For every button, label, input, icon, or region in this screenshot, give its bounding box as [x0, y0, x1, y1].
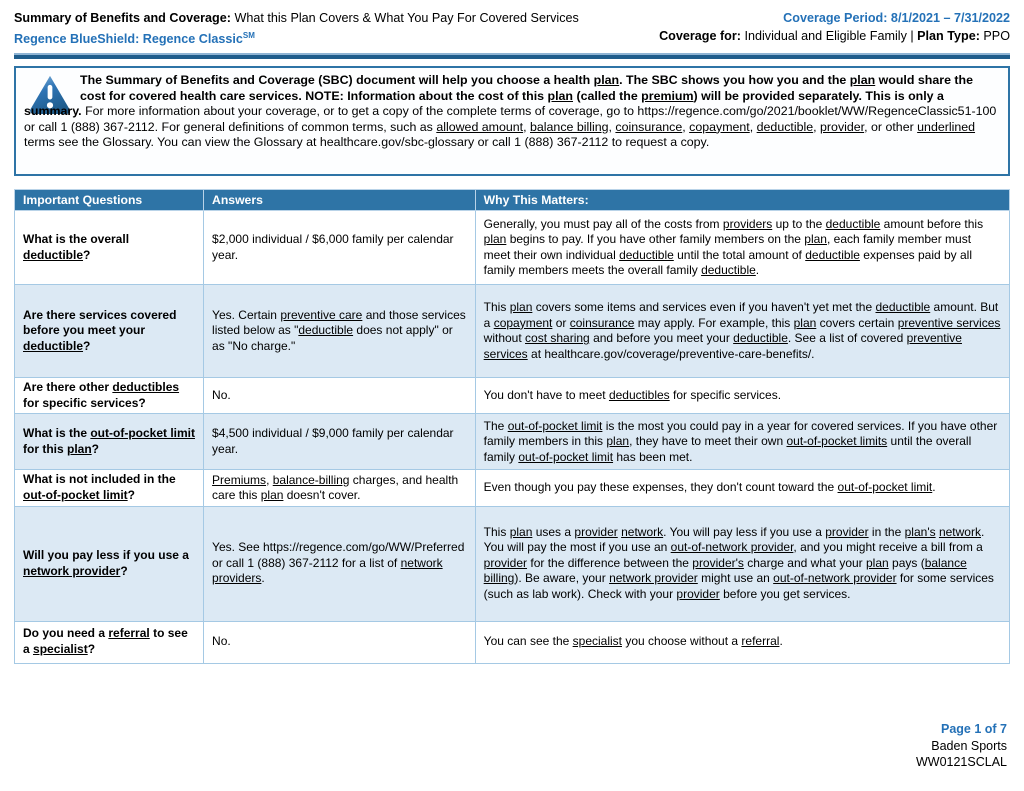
table-row [15, 621, 1010, 663]
question-cell: Are there services covered before you meet your deductible? [15, 285, 204, 378]
question-cell: Do you need a referral to see a specialist? [15, 621, 204, 663]
table-row [15, 470, 1010, 506]
table-row [15, 285, 1010, 378]
table-row [15, 506, 1010, 621]
coverage-for-value: Individual and Eligible Family | [740, 29, 918, 43]
question-cell: What is the out-of-pocket limit for this plan? [15, 414, 204, 470]
why-cell: This plan uses a provider network. You will pay less if you use a provider in the plan's network. You will pay the most if you use an out-of-network provider, and you might receive a bill from a provider for the difference between the provider's charge and what your plan pays (balance billing). Be aware, your network provider might use an out-of-network provider for some services (such as lab work). Check with your provider before you get services. [475, 506, 1009, 621]
why-cell: Even though you pay these expenses, they don't count toward the out-of-pocket limit. [475, 470, 1009, 506]
table-row [15, 211, 1010, 285]
plan-type-label: Plan Type: [917, 29, 980, 43]
form-code: WW0121SCLAL [915, 755, 1007, 769]
plan-type-value: PPO [979, 29, 1010, 43]
intro-box [14, 66, 1010, 176]
doc-title-bold: Summary of Benefits and Coverage: [14, 11, 231, 25]
answer-cell: No. [204, 621, 476, 663]
questions-table-head [15, 190, 1010, 211]
question-cell: What is the overall deductible? [15, 211, 204, 285]
header-right [659, 9, 1010, 45]
header-divider-rule [14, 53, 1010, 59]
intro-text: The Summary of Benefits and Coverage (SBC) document will help you choose a health plan. The SBC shows you how you and the plan would share the cost for covered health care services. NOTE: Information about the cost of this plan (called the premium) will be provided separately. This is only a summary. For more information about your coverage, or to get a copy of the complete terms of coverage, go to https://regence.com/go/2021/booklet/WW/RegenceClassic51-100 or call 1 (888) 367-2112. For general definitions of common terms, such as allowed amount, balance billing, coinsurance, copayment, deductible, provider, or other underlined terms see the Glossary. You can view the Glossary at healthcare.gov/sbc-glossary or call 1 (888) 367-2112 to request a copy. [24, 73, 997, 150]
column-header-why-this-matters: Why This Matters: [475, 190, 1009, 211]
coverage-period: Coverage Period: 8/1/2021 – 7/31/2022 [783, 11, 1010, 25]
table-row [15, 378, 1010, 414]
why-cell: You don't have to meet deductibles for specific services. [475, 378, 1009, 414]
why-cell: This plan covers some items and services even if you haven't yet met the deductible amount. But a copayment or coinsurance may apply. For example, this plan covers certain preventive services without cost sharing and before you meet your deductible. See a list of covered preventive services at healthcare.gov/coverage/preventive-care-benefits/. [475, 285, 1009, 378]
answer-cell: Premiums, balance-billing charges, and health care this plan doesn't cover. [204, 470, 476, 506]
question-cell: Will you pay less if you use a network provider? [15, 506, 204, 621]
questions-table [14, 189, 1010, 663]
table-header-row [15, 190, 1010, 211]
header-left [14, 9, 579, 48]
service-mark: SM [242, 31, 255, 40]
column-header-important-questions: Important Questions [15, 190, 204, 211]
warning-triangle-icon [24, 73, 80, 104]
page-number: Page 1 of 7 [941, 722, 1007, 736]
company-name: Baden Sports [931, 738, 1007, 753]
answer-cell: Yes. Certain preventive care and those services listed below as "deductible does not apply" or as "No charge." [204, 285, 476, 378]
page-footer [916, 721, 1007, 771]
answer-cell: $2,000 individual / $6,000 family per calendar year. [204, 211, 476, 285]
coverage-for-label: Coverage for: [659, 29, 741, 43]
coverage-for-line [659, 27, 1010, 45]
column-header-answers: Answers [204, 190, 476, 211]
questions-table-body [15, 211, 1010, 663]
table-row [15, 414, 1010, 470]
answer-cell: No. [204, 378, 476, 414]
doc-title [14, 9, 579, 27]
answer-cell: Yes. See https://regence.com/go/WW/Preferred or call 1 (888) 367-2112 for a list of network providers. [204, 506, 476, 621]
why-cell: Generally, you must pay all of the costs from providers up to the deductible amount before this plan begins to pay. If you have other family members on the plan, each family member must meet their own individual deductible until the total amount of deductible expenses paid by all family members meets the overall family deductible. [475, 211, 1009, 285]
page-header [14, 9, 1010, 48]
doc-title-rest: What this Plan Covers & What You Pay For Covered Services [230, 11, 579, 25]
why-cell: You can see the specialist you choose without a referral. [475, 621, 1009, 663]
question-cell: Are there other deductibles for specific services? [15, 378, 204, 414]
why-cell: The out-of-pocket limit is the most you could pay in a year for covered services. If you have other family members in this plan, they have to meet their own out-of-pocket limits until the overall family out-of-pocket limit has been met. [475, 414, 1009, 470]
question-cell: What is not included in the out-of-pocket limit? [15, 470, 204, 506]
plan-name: Regence BlueShield: Regence Classic℠ [14, 31, 255, 47]
answer-cell: $4,500 individual / $9,000 family per calendar year. [204, 414, 476, 470]
